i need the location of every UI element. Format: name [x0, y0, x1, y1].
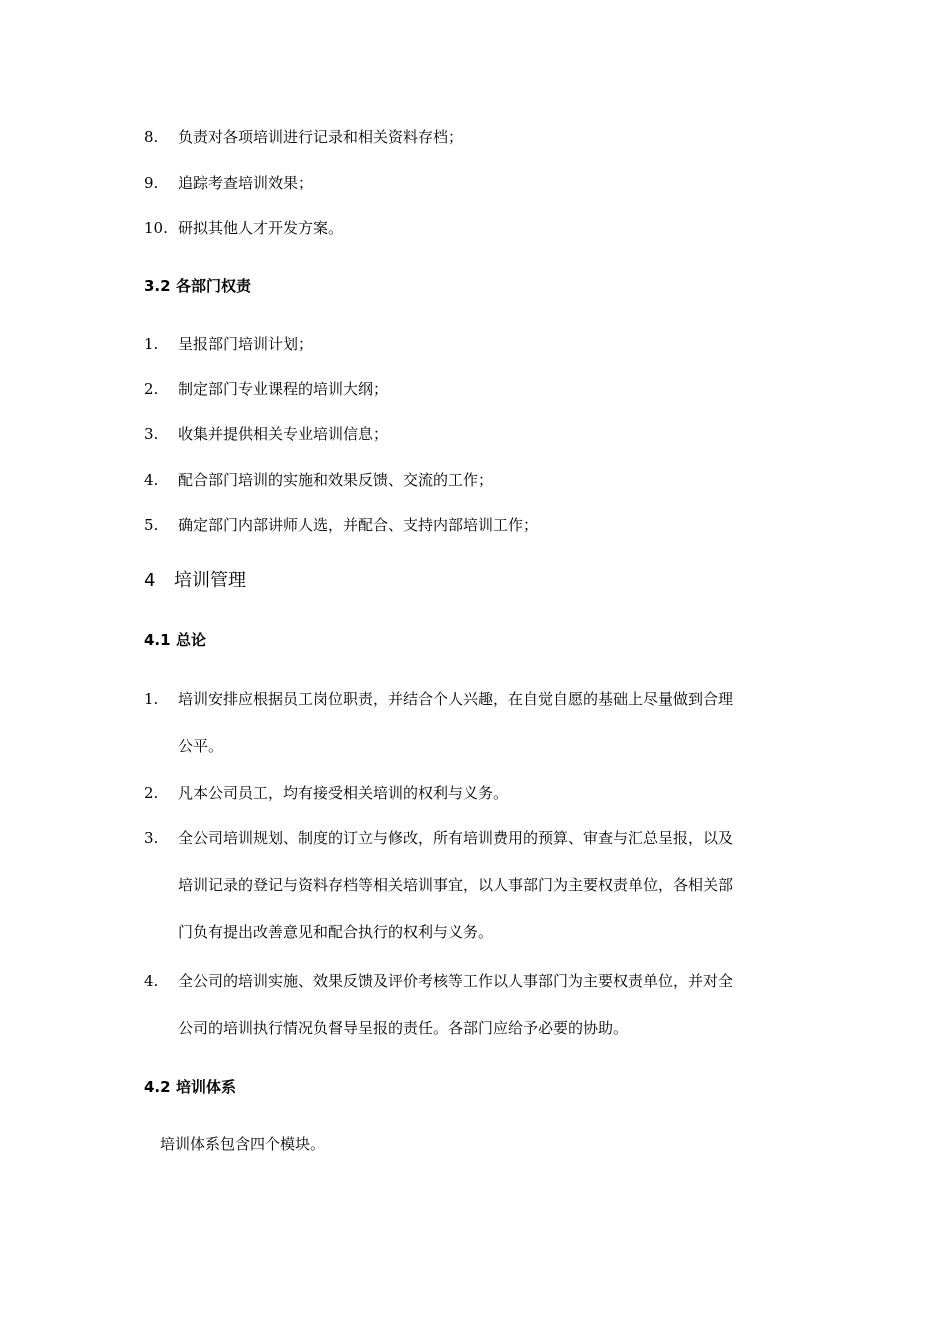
section-heading-4-1 [144, 630, 206, 650]
list-text-line: 培训记录的登记与资料存档等相关培训事宜，以人事部门为主要权责单位，各相关部 [178, 876, 734, 894]
section-title: 各部门权责 [176, 277, 252, 295]
list-text [178, 689, 818, 783]
list-number: 1. [144, 335, 159, 353]
list-number: 1. [144, 690, 159, 708]
section-title: 培训体系 [176, 1078, 237, 1096]
section-title: 培训管理 [174, 570, 246, 591]
list-number: 4. [144, 471, 159, 489]
list-number: 4. [144, 972, 159, 990]
list-text-line: 全公司的培训实施、效果反馈及评价考核等工作以人事部门为主要权责单位，并对全 [178, 972, 734, 990]
list-text: 收集并提供相关专业培训信息； [178, 425, 389, 443]
body-paragraph: 培训体系包含四个模块。 [160, 1135, 326, 1153]
section-number: 4.2 [144, 1078, 171, 1096]
list-text-line: 门负有提出改善意见和配合执行的权利与义务。 [178, 923, 494, 941]
list-number: 2. [144, 380, 159, 398]
section-number: 4 [144, 570, 156, 591]
list-number: 3. [144, 829, 159, 847]
list-text: 呈报部门培训计划； [178, 335, 314, 353]
list-number: 8. [144, 128, 159, 146]
list-text-line: 全公司培训规划、制度的订立与修改，所有培训费用的预算、审查与汇总呈报，以及 [178, 829, 734, 847]
list-number: 3. [144, 425, 159, 443]
list-text: 负责对各项培训进行记录和相关资料存档； [178, 128, 464, 146]
list-text: 确定部门内部讲师人选，并配合、支持内部培训工作； [178, 516, 539, 534]
section-number: 4.1 [144, 631, 171, 649]
list-text-line: 公司的培训执行情况负督导呈报的责任。各部门应给予必要的协助。 [178, 1019, 629, 1037]
list-text-line: 培训安排应根据员工岗位职责，并结合个人兴趣，在自觉自愿的基础上尽量做到合理 [178, 690, 734, 708]
section-number: 3.2 [144, 277, 171, 295]
list-text-line: 公平。 [178, 737, 224, 755]
section-title: 总论 [176, 631, 207, 649]
list-number: 9. [144, 174, 159, 192]
list-number: 10. [144, 219, 168, 237]
list-text: 研拟其他人才开发方案。 [178, 219, 344, 237]
list-text-line: 凡本公司员工，均有接受相关培训的权利与义务。 [178, 784, 509, 802]
list-number: 2. [144, 784, 159, 802]
list-text: 制定部门专业课程的培训大纲； [178, 380, 389, 398]
list-text [178, 971, 818, 1065]
list-text [178, 828, 818, 969]
list-number: 5. [144, 516, 159, 534]
section-heading-4 [144, 569, 246, 593]
list-text [178, 783, 818, 830]
section-heading-4-2 [144, 1077, 236, 1097]
section-heading-3-2 [144, 276, 251, 296]
list-text: 配合部门培训的实施和效果反馈、交流的工作； [178, 471, 494, 489]
list-text: 追踪考查培训效果； [178, 174, 314, 192]
